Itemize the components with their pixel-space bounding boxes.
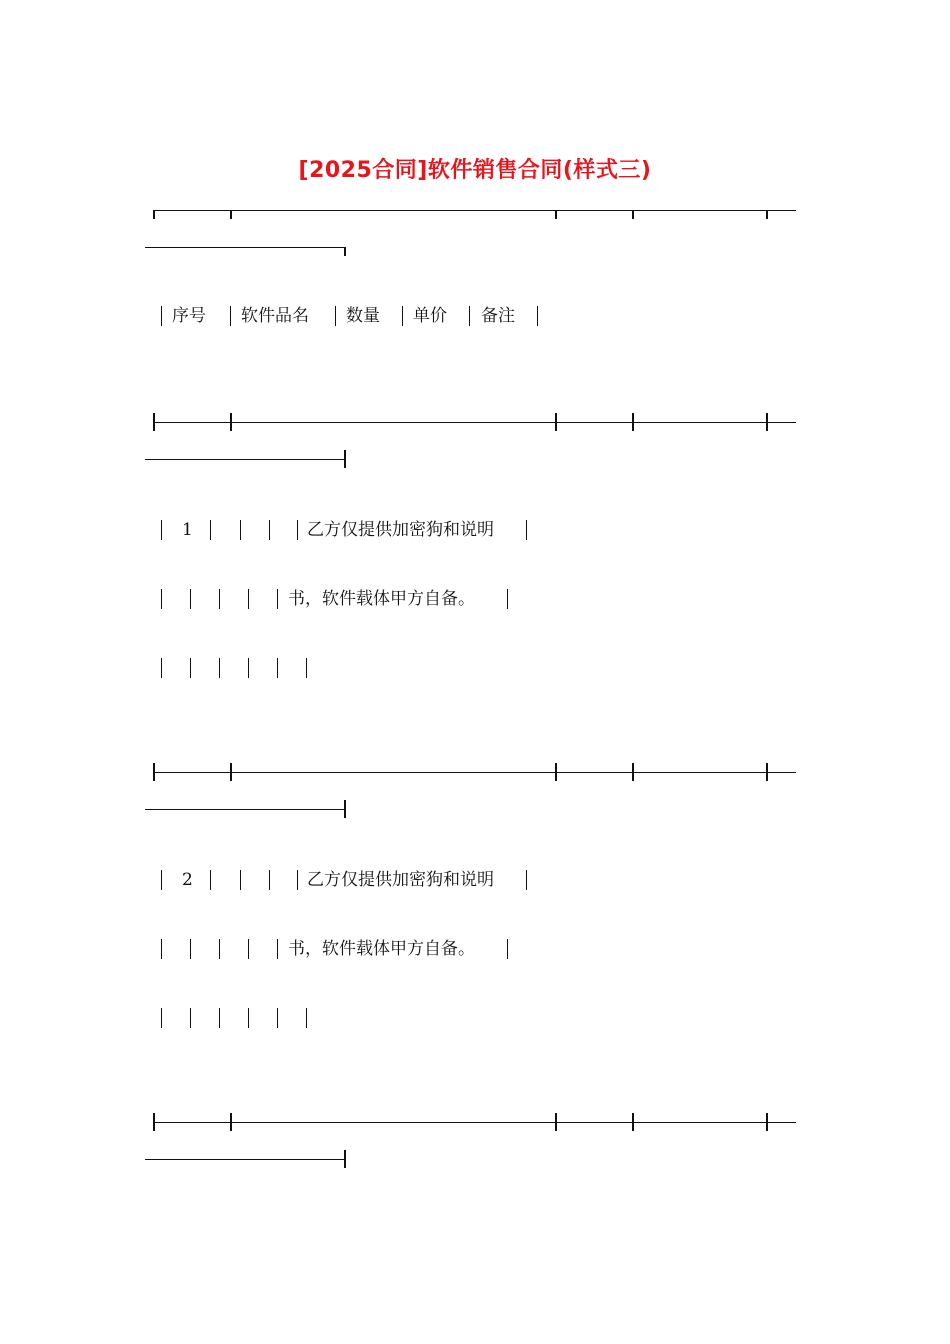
table-row bbox=[0, 516, 950, 544]
cell-separator bbox=[230, 306, 231, 326]
header-price: 单价 bbox=[413, 306, 447, 326]
border-tick bbox=[153, 210, 155, 219]
cell-separator bbox=[210, 870, 211, 890]
border-line bbox=[153, 422, 796, 423]
border-tick bbox=[344, 800, 346, 818]
border-tick bbox=[230, 1113, 232, 1131]
border-tick bbox=[632, 763, 634, 781]
border-tick bbox=[632, 1113, 634, 1131]
cell-separator bbox=[190, 658, 191, 678]
cell-separator bbox=[277, 1008, 278, 1028]
border-tick bbox=[555, 763, 557, 781]
cell-separator bbox=[277, 939, 278, 959]
cell-separator bbox=[190, 589, 191, 609]
table-header-row bbox=[0, 302, 950, 330]
border-tick bbox=[344, 247, 346, 256]
cell-separator bbox=[277, 589, 278, 609]
border-tick bbox=[632, 413, 634, 431]
cell-separator bbox=[240, 870, 241, 890]
cell-separator bbox=[526, 520, 527, 540]
item-note: 乙方仅提供加密狗和说明 bbox=[307, 870, 494, 890]
cell-separator bbox=[402, 306, 403, 326]
border-line bbox=[145, 1159, 345, 1160]
cell-separator bbox=[526, 870, 527, 890]
cell-separator bbox=[240, 520, 241, 540]
border-tick bbox=[230, 413, 232, 431]
cell-separator bbox=[537, 306, 538, 326]
cell-separator bbox=[297, 870, 298, 890]
cell-separator bbox=[161, 589, 162, 609]
cell-separator bbox=[297, 520, 298, 540]
cell-separator bbox=[161, 306, 162, 326]
cell-separator bbox=[210, 520, 211, 540]
border-tick bbox=[344, 1150, 346, 1168]
cell-separator bbox=[306, 658, 307, 678]
border-tick bbox=[555, 413, 557, 431]
item-note: 乙方仅提供加密狗和说明 bbox=[307, 520, 494, 540]
border-tick bbox=[766, 763, 768, 781]
cell-separator bbox=[219, 658, 220, 678]
table-row bbox=[0, 1004, 950, 1032]
header-name: 软件品名 bbox=[241, 306, 309, 326]
cell-separator bbox=[248, 589, 249, 609]
table-row bbox=[0, 585, 950, 613]
cell-separator bbox=[161, 1008, 162, 1028]
header-seq: 序号 bbox=[172, 306, 206, 326]
border-line bbox=[145, 247, 345, 248]
cell-separator bbox=[306, 1008, 307, 1028]
border-tick bbox=[230, 763, 232, 781]
border-line bbox=[145, 809, 345, 810]
table-rule bbox=[0, 762, 950, 822]
border-tick bbox=[153, 1113, 155, 1131]
border-tick bbox=[555, 1113, 557, 1131]
border-tick bbox=[153, 413, 155, 431]
cell-separator bbox=[161, 520, 162, 540]
border-tick bbox=[766, 413, 768, 431]
table-row bbox=[0, 935, 950, 963]
border-tick bbox=[632, 210, 634, 219]
border-tick bbox=[555, 210, 557, 219]
table-rule bbox=[0, 1112, 950, 1172]
cell-separator bbox=[248, 658, 249, 678]
table-row bbox=[0, 866, 950, 894]
cell-separator bbox=[190, 939, 191, 959]
item-seq: 1 bbox=[182, 520, 193, 540]
border-line bbox=[153, 1122, 796, 1123]
border-tick bbox=[344, 450, 346, 468]
cell-separator bbox=[507, 589, 508, 609]
cell-separator bbox=[161, 870, 162, 890]
table-row bbox=[0, 654, 950, 682]
border-line bbox=[145, 459, 345, 460]
cell-separator bbox=[219, 589, 220, 609]
header-qty: 数量 bbox=[346, 306, 380, 326]
border-tick bbox=[766, 210, 768, 219]
table-border-top bbox=[0, 200, 950, 260]
item-note: 书，软件载体甲方自备。 bbox=[288, 939, 475, 959]
cell-separator bbox=[161, 658, 162, 678]
cell-separator bbox=[277, 658, 278, 678]
cell-separator bbox=[269, 520, 270, 540]
header-note: 备注 bbox=[481, 306, 515, 326]
border-tick bbox=[230, 210, 232, 219]
cell-separator bbox=[469, 306, 470, 326]
border-line bbox=[153, 772, 796, 773]
item-seq: 2 bbox=[182, 870, 193, 890]
cell-separator bbox=[248, 939, 249, 959]
cell-separator bbox=[269, 870, 270, 890]
cell-separator bbox=[335, 306, 336, 326]
border-line bbox=[153, 210, 796, 211]
document-title: [2025合同]软件销售合同(样式三) bbox=[298, 158, 652, 183]
border-tick bbox=[153, 763, 155, 781]
table-rule bbox=[0, 412, 950, 472]
item-note: 书，软件载体甲方自备。 bbox=[288, 589, 475, 609]
cell-separator bbox=[161, 939, 162, 959]
border-tick bbox=[766, 1113, 768, 1131]
cell-separator bbox=[219, 939, 220, 959]
cell-separator bbox=[190, 1008, 191, 1028]
cell-separator bbox=[248, 1008, 249, 1028]
cell-separator bbox=[219, 1008, 220, 1028]
cell-separator bbox=[507, 939, 508, 959]
